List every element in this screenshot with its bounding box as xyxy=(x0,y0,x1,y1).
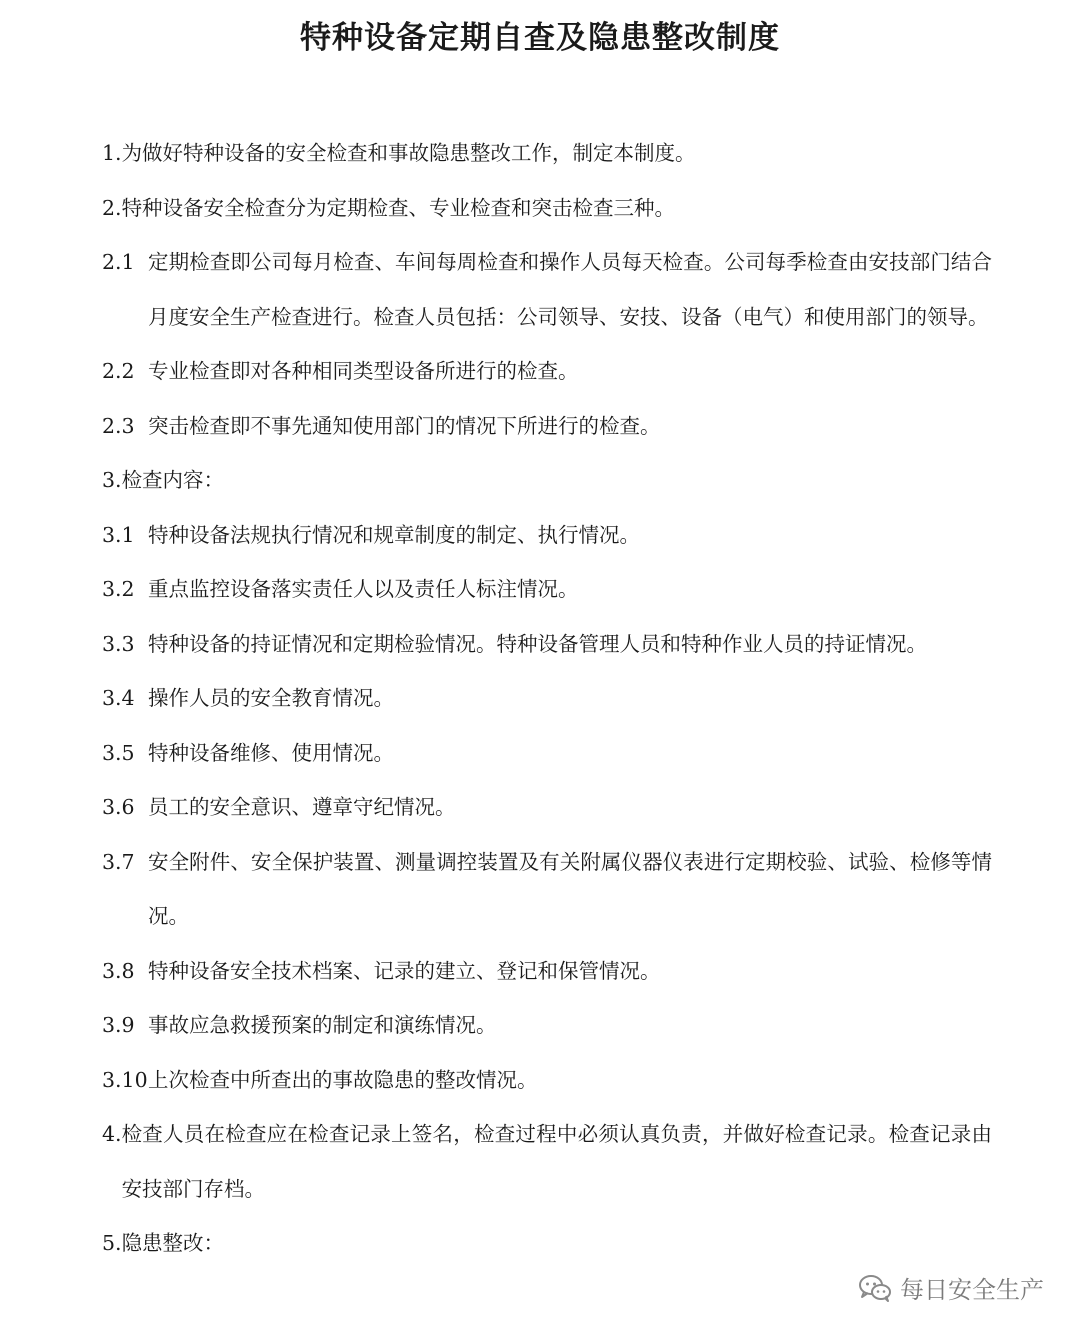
paragraph-number: 3.5 xyxy=(102,740,135,765)
paragraph-number: 3.7 xyxy=(102,849,135,874)
paragraph xyxy=(102,835,992,944)
paragraph-text: 检查内容： xyxy=(121,468,225,492)
wechat-icon xyxy=(858,1273,892,1303)
paragraph xyxy=(102,780,992,835)
paragraph-text: 检查人员在检查应在检查记录上签名，检查过程中必须认真负责，并做好检查记录。检查记录由安技部门存档。 xyxy=(121,1122,992,1201)
paragraph xyxy=(102,1053,992,1108)
paragraph-text: 专业检查即对各种相同类型设备所进行的检查。 xyxy=(148,359,579,383)
paragraph-text: 上次检查中所查出的事故隐患的整改情况。 xyxy=(148,1067,538,1092)
paragraph xyxy=(102,998,992,1053)
paragraph xyxy=(102,453,992,508)
paragraph xyxy=(102,1216,992,1271)
paragraph xyxy=(102,617,992,672)
paragraph-number: 3.8 xyxy=(102,958,135,983)
paragraph-text: 员工的安全意识、遵章守纪情况。 xyxy=(148,795,456,819)
paragraph xyxy=(102,235,992,344)
paragraph-number: 1. xyxy=(102,141,122,165)
paragraph xyxy=(102,181,992,236)
paragraph-number: 3. xyxy=(102,468,122,492)
paragraph-number: 3.4 xyxy=(102,686,135,710)
watermark-text: 每日安全生产 xyxy=(900,1276,1044,1304)
paragraph-text: 为做好特种设备的安全检查和事故隐患整改工作，制定本制度。 xyxy=(121,141,696,165)
paragraph-number: 2.2 xyxy=(102,359,135,383)
paragraph-text: 隐患整改： xyxy=(121,1231,225,1255)
watermark xyxy=(858,1270,1044,1305)
paragraph-number: 3.10 xyxy=(102,1067,148,1092)
paragraph-number: 3.6 xyxy=(102,795,135,819)
paragraph-text: 特种设备安全技术档案、记录的建立、登记和保管情况。 xyxy=(148,958,661,983)
paragraph xyxy=(102,1107,992,1216)
paragraph xyxy=(102,508,992,563)
paragraph-number: 3.9 xyxy=(102,1013,135,1037)
paragraph-number: 5. xyxy=(102,1231,122,1255)
paragraph xyxy=(102,344,992,399)
paragraph-text: 操作人员的安全教育情况。 xyxy=(148,686,394,710)
paragraph-text: 事故应急救援预案的制定和演练情况。 xyxy=(148,1013,497,1037)
paragraph xyxy=(102,944,992,999)
paragraph-number: 2. xyxy=(102,195,122,220)
paragraph-number: 3.1 xyxy=(102,522,135,547)
paragraph-text: 特种设备的持证情况和定期检验情况。特种设备管理人员和特种作业人员的持证情况。 xyxy=(148,631,927,656)
page-title: 特种设备定期自查及隐患整改制度 xyxy=(300,20,780,56)
paragraph-text: 突击检查即不事先通知使用部门的情况下所进行的检查。 xyxy=(148,413,661,438)
paragraph-number: 3.2 xyxy=(102,577,135,601)
paragraph xyxy=(102,671,992,726)
paragraph-text: 定期检查即公司每月检查、车间每周检查和操作人员每天检查。公司每季检查由安技部门结合月度安全生产检查进行。检查人员包括：公司领导、安技、设备（电气）和使用部门的领导。 xyxy=(148,250,992,329)
paragraph-text: 特种设备安全检查分为定期检查、专业检查和突击检查三种。 xyxy=(121,195,676,220)
paragraph-text: 特种设备法规执行情况和规章制度的制定、执行情况。 xyxy=(148,522,640,547)
paragraph-text: 重点监控设备落实责任人以及责任人标注情况。 xyxy=(148,577,579,601)
paragraph-number: 4. xyxy=(102,1122,122,1146)
document-body xyxy=(102,126,992,1271)
paragraph xyxy=(102,399,992,454)
paragraph-text: 特种设备维修、使用情况。 xyxy=(148,740,394,765)
paragraph-number: 2.1 xyxy=(102,250,135,274)
paragraph-number: 2.3 xyxy=(102,413,135,438)
paragraph xyxy=(102,726,992,781)
paragraph xyxy=(102,126,992,181)
paragraph-number: 3.3 xyxy=(102,631,135,656)
paragraph xyxy=(102,562,992,617)
paragraph-text: 安全附件、安全保护装置、测量调控装置及有关附属仪器仪表进行定期校验、试验、检修等情况。 xyxy=(148,849,992,928)
